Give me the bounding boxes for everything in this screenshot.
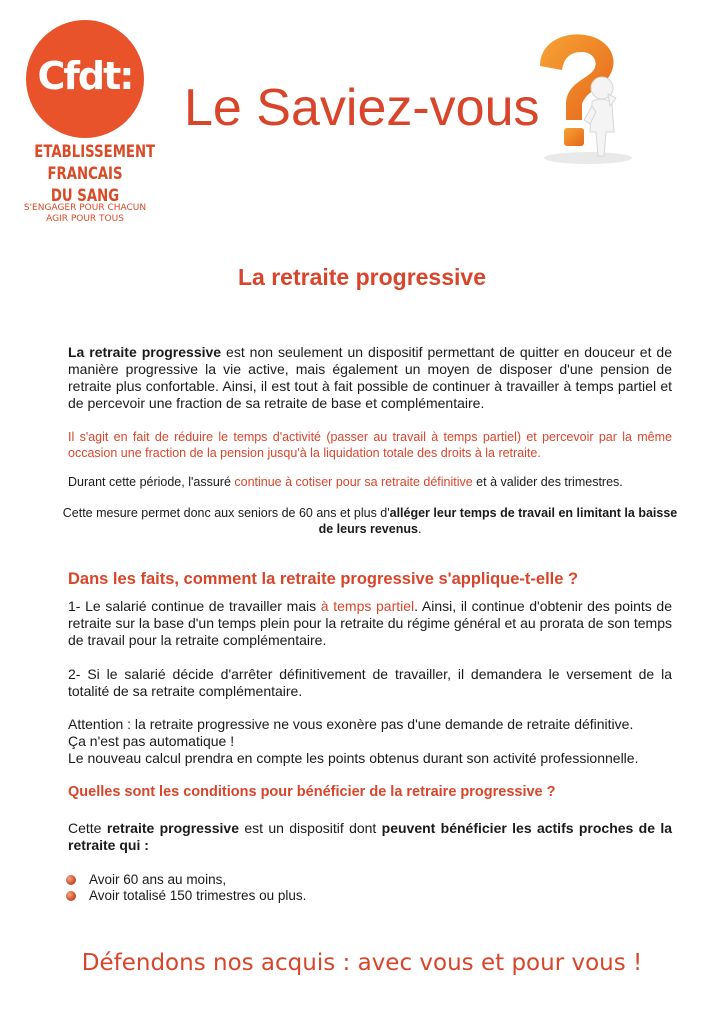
measure-before: Cette mesure permet donc aux seniors de 60 ans et plus d' xyxy=(62,506,390,520)
section1-point1 xyxy=(68,598,672,649)
logo-tagline-line2: AGIR POUR TOUS xyxy=(46,214,124,224)
bullet-icon xyxy=(66,891,76,901)
section2-bold2: peuvent bénéficier les actifs proches de la retraite qui : xyxy=(68,820,673,853)
subtitle: La retraite progressive xyxy=(237,264,486,290)
list-item xyxy=(66,888,306,904)
intro-text: est non seulement un dispositif permettant de quitter en douceur et de manière progressive la vie active, mais également un moyen de disposer d'une pension de retraite plus confortable. Ainsi, il est tout à fait possible de continuer à travailler à temps partiel et de percevoir une fraction de sa retraite de base et complémentaire. xyxy=(68,344,672,411)
measure-paragraph xyxy=(62,505,678,537)
page-title: Le Saviez-vous xyxy=(184,79,540,137)
intro-lead: La retraite progressive xyxy=(68,344,222,360)
list-item-text: Avoir 60 ans au moins, xyxy=(89,872,227,887)
logo-organization xyxy=(34,141,156,207)
conditions-list xyxy=(66,872,306,904)
footer-slogan: Défendons nos acquis : avec vous et pour vous ! xyxy=(81,950,643,976)
intro-paragraph xyxy=(68,344,672,412)
section1-point1-before: 1- Le salarié continue de travailler mais xyxy=(68,598,321,614)
section1-point1-highlight: à temps partiel xyxy=(320,598,415,614)
logo-org-line2: FRANCAIS DU SANG xyxy=(47,164,123,206)
attention-line2: Ça n'est pas automatique ! xyxy=(68,733,235,749)
cfdt-logo xyxy=(26,20,144,138)
section2-mid: est un dispositif dont xyxy=(239,820,382,836)
section2-paragraph xyxy=(68,820,672,854)
logo-tagline xyxy=(20,203,150,225)
measure-bold: alléger leur temps de travail en limitant la baisse de leurs revenus xyxy=(318,506,678,536)
section1-point2: 2- Si le salarié décide d'arrêter définitivement de travailler, il demandera le versement de la totalité de sa retraite complémentaire. xyxy=(68,666,672,699)
list-item xyxy=(66,872,306,888)
logo-tagline-line1: S'ENGAGER POUR CHACUN xyxy=(23,203,147,213)
period-paragraph xyxy=(68,474,672,490)
section1-attention xyxy=(68,716,672,767)
section1-heading: Dans les faits, comment la retraite progressive s'applique-t-elle ? xyxy=(68,570,579,588)
section1-point1-after: . Ainsi, il continue d'obtenir des points de retraite sur la base d'un temps plein pour la retraite du régime général et au prorata de son temps de travail pour la retraite complémentaire. xyxy=(68,598,672,648)
section2-bold1: retraite progressive xyxy=(106,820,239,836)
logo-brand: Cfdt: xyxy=(37,54,133,98)
attention-line3: Le nouveau calcul prendra en compte les points obtenus durant son activité professionnelle. xyxy=(68,750,639,766)
bullet-icon xyxy=(66,875,76,885)
measure-after: . xyxy=(417,522,422,536)
red-paragraph: Il s'agit en fait de réduire le temps d'activité (passer au travail à temps partiel) et percevoir par la même occasion une fraction de la pension jusqu'à la liquidation totale des droits à la retraite. xyxy=(68,430,672,460)
logo-org-line1: ETABLISSEMENT xyxy=(34,142,156,162)
period-after: et à valider des trimestres. xyxy=(472,475,623,489)
list-item-text: Avoir totalisé 150 trimestres ou plus. xyxy=(89,888,307,903)
section2-heading: Quelles sont les conditions pour bénéficier de la retraire progressive ? xyxy=(68,784,556,800)
period-highlight: continue à cotiser pour sa retraite définitive xyxy=(234,475,473,489)
attention-line1: Attention : la retraite progressive ne vous exonère pas d'une demande de retraite définitive. xyxy=(68,716,634,732)
period-before: Durant cette période, l'assuré xyxy=(68,475,235,489)
section2-before: Cette xyxy=(68,820,107,836)
